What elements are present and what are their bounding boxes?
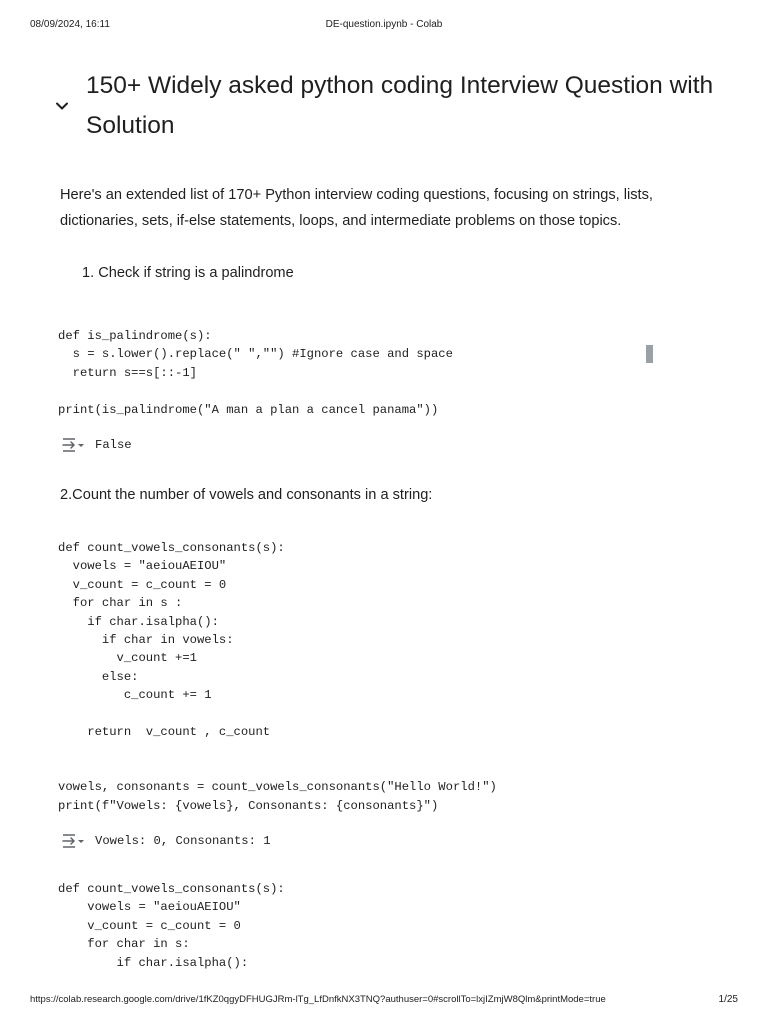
output-expand-icon[interactable]: [60, 435, 86, 455]
question-heading-1: 1. Check if string is a palindrome: [82, 265, 294, 281]
page-title: 150+ Widely asked python coding Interview Question with Solution: [86, 72, 714, 139]
chevron-down-icon: [52, 96, 72, 116]
print-header: [0, 19, 768, 33]
output-expand-icon[interactable]: [60, 831, 86, 851]
output-text-1: False: [95, 438, 132, 452]
question-heading-2: 2.Count the number of vowels and consonants in a string:: [60, 487, 433, 503]
print-datetime: 08/09/2024, 16:11: [30, 19, 110, 30]
print-url: https://colab.research.google.com/drive/1fKZ0qgyDFHUGJRm-lTg_LfDnfkNX3TNQ?authuser=0#scrollTo=lxjIZmjW8Qlm&printMode=true: [30, 994, 606, 1005]
intro-text: Here's an extended list of 170+ Python interview coding questions, focusing on strings, lists, dictionaries, sets, if-else statements, loops, and intermediate problems on those topics.: [60, 187, 653, 229]
section-collapse-button[interactable]: [52, 96, 72, 116]
output-text-2: Vowels: 0, Consonants: 1: [95, 834, 271, 848]
code-cell-2[interactable]: def count_vowels_consonants(s): vowels = "aeiouAEIOU" v_count = c_count = 0 for char in s : if char.isalpha(): if char in vowels: v_count +=1 else: c_count += 1 return v_count , c_count vowels, consonants = count_vowels_consonants("Hello World!") print(f"Vowels: {vowels}, Consonants: {consonants}"): [58, 541, 497, 813]
print-page-number: 1/25: [718, 994, 738, 1005]
text-cursor-marker: [646, 345, 653, 363]
code-cell-1[interactable]: def is_palindrome(s): s = s.lower().replace(" ","") #Ignore case and space return s==s[::-1] print(is_palindrome("A man a plan a cancel panama")): [58, 329, 453, 417]
print-footer: [0, 994, 768, 1008]
code-cell-3[interactable]: def count_vowels_consonants(s): vowels = "aeiouAEIOU" v_count = c_count = 0 for char in s: if char.isalpha():: [58, 882, 285, 970]
print-document-title: DE-question.ipynb - Colab: [325, 19, 443, 30]
